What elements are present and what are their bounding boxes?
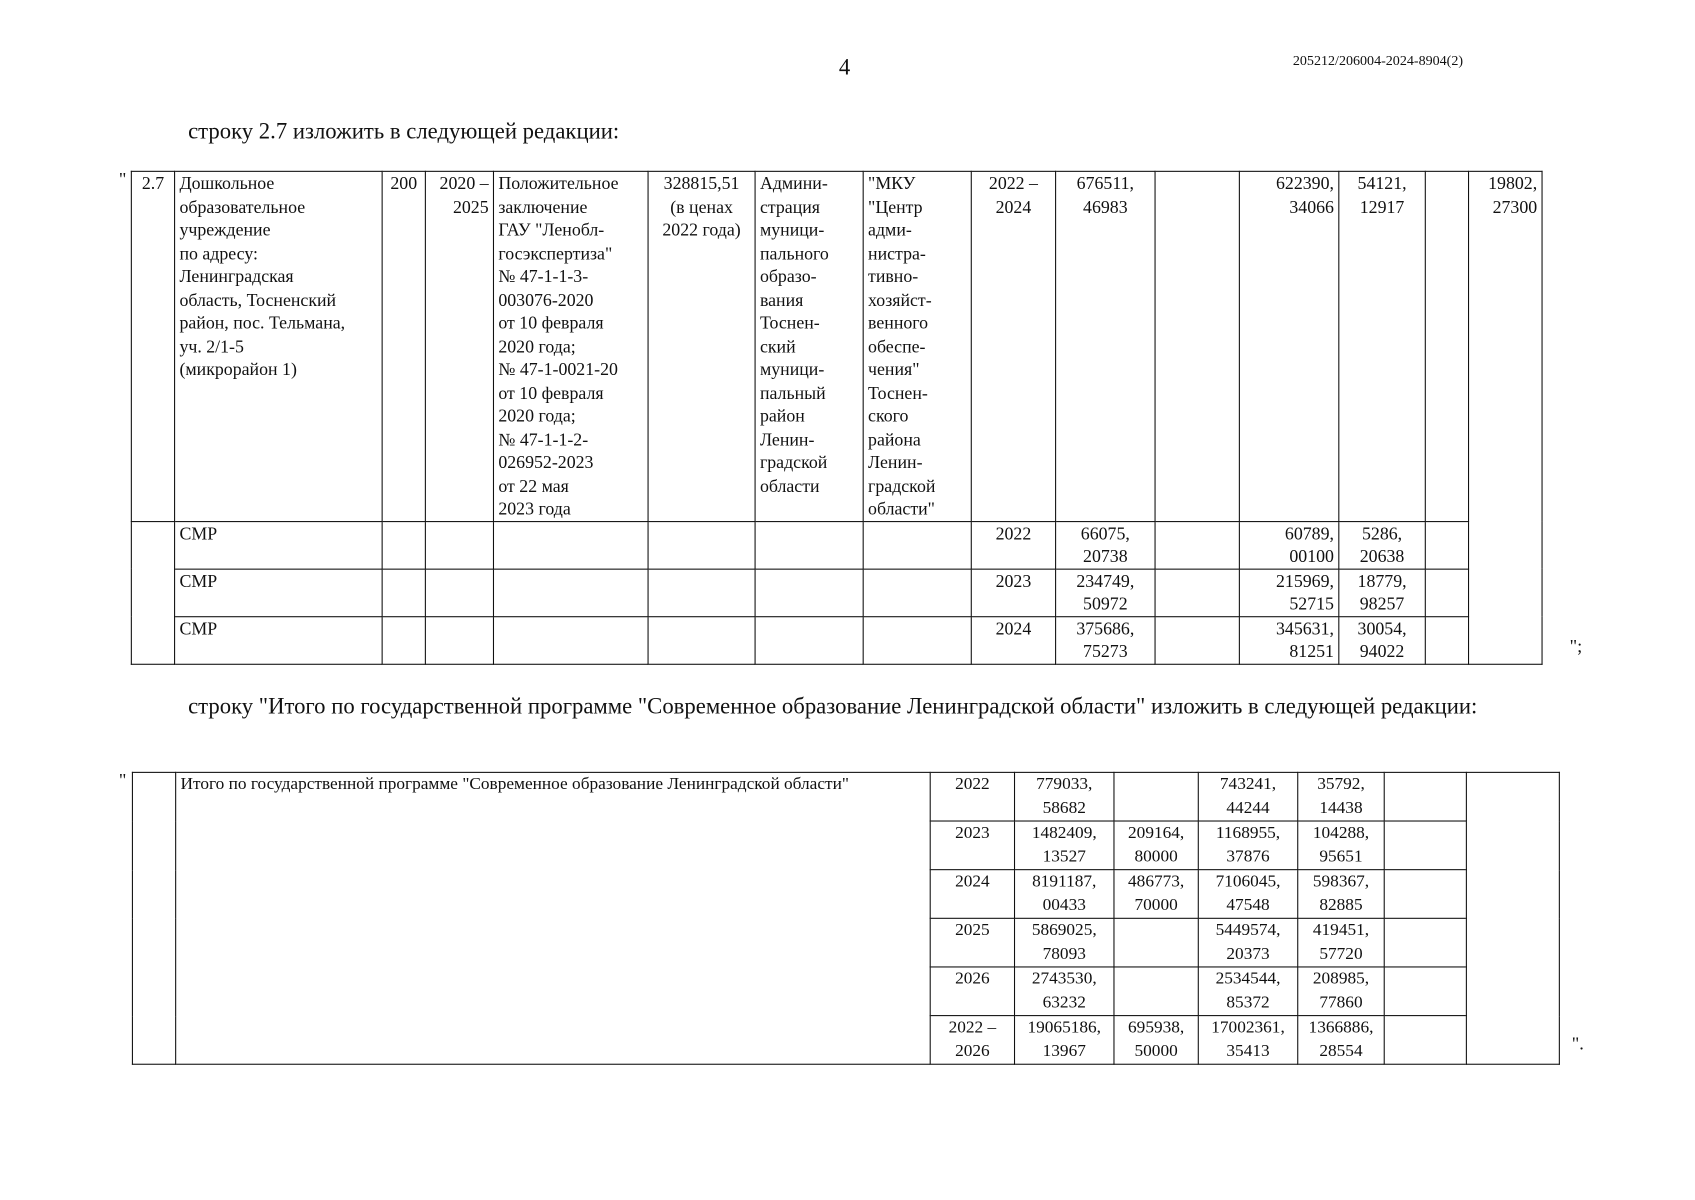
- empty-cell: [131, 521, 174, 664]
- year-cell: 2023: [930, 821, 1014, 870]
- total-cell: 5869025, 78093: [1015, 918, 1114, 967]
- other-cell: [1384, 870, 1466, 919]
- empty-cell: [648, 569, 755, 617]
- total-label-cell: Итого по государственной программе "Современное образование Ленинградской области": [176, 772, 931, 1064]
- table-row: [132, 772, 1559, 821]
- year-cell: 2022: [971, 521, 1055, 569]
- empty-cell: [425, 569, 493, 617]
- total-cell: 8191187, 00433: [1015, 870, 1114, 919]
- expertise-cell: Положительное заключение ГАУ "Ленобл- госэкспертиза" № 47-1-1-3- 003076-2020 от 10 февраля 2020 года; № 47-1-0021-20 от 10 февраля 2020 года; № 47-1-1-2- 026952-2023 от 22 мая 2023 года: [493, 171, 648, 521]
- table-row: [131, 616, 1542, 664]
- empty-cell: [493, 569, 648, 617]
- other-cell: [1384, 967, 1466, 1016]
- regional-cell: 622390, 34066: [1239, 171, 1338, 521]
- empty-cell: [1466, 772, 1559, 1064]
- empty-cell: [863, 569, 971, 617]
- total-cell: 375686, 75273: [1056, 616, 1155, 664]
- local-cell: 54121, 12917: [1339, 171, 1425, 521]
- local-cell: 598367, 82885: [1298, 870, 1384, 919]
- local-cell: 35792, 14438: [1298, 772, 1384, 821]
- capacity-cell: 200: [382, 171, 425, 521]
- instruction-heading-row-2-7: строку 2.7 изложить в следующей редакции:: [188, 117, 620, 144]
- row-number-cell: 2.7: [131, 171, 174, 521]
- other-cell: [1425, 616, 1468, 664]
- estimated-cost-cell: 328815,51 (в ценах 2022 года): [648, 171, 755, 521]
- other-cell: [1384, 821, 1466, 870]
- federal-cell: [1155, 569, 1239, 617]
- smr-label-cell: СМР: [175, 569, 383, 617]
- year-cell: 2022: [930, 772, 1014, 821]
- empty-cell: [755, 569, 863, 617]
- year-cell: 2026: [930, 967, 1014, 1016]
- empty-cell: [382, 616, 425, 664]
- local-cell: 18779, 98257: [1339, 569, 1425, 617]
- table-row: [131, 569, 1542, 617]
- table-row: [131, 521, 1542, 569]
- regional-cell: 743241, 44244: [1198, 772, 1297, 821]
- period-cell: 2020 – 2025: [425, 171, 493, 521]
- instruction-heading-total-row: [131, 692, 1554, 720]
- empty-cell: [425, 616, 493, 664]
- empty-cell: [863, 521, 971, 569]
- empty-cell: [863, 616, 971, 664]
- empty-cell: [382, 521, 425, 569]
- total-cell: 66075, 20738: [1056, 521, 1155, 569]
- regional-cell: 345631, 81251: [1239, 616, 1338, 664]
- local-cell: 208985, 77860: [1298, 967, 1384, 1016]
- object-name-cell: Дошкольное образовательное учреждение по адресу: Ленинградская область, Тосненский район, пос. Тельмана, уч. 2/1-5 (микрорайон 1): [175, 171, 383, 521]
- instruction-heading-text: строку "Итого по государственной программе "Современное образование Ленинградской области" изложить в следующей редакции:: [188, 692, 1478, 719]
- smr-label-cell: СМР: [175, 616, 383, 664]
- opening-quote-table2: ": [118, 769, 127, 791]
- empty-cell: [425, 521, 493, 569]
- empty-cell: [132, 772, 175, 1064]
- regional-cell: 215969, 52715: [1239, 569, 1338, 617]
- closing-quote-table1: ";: [1569, 635, 1583, 657]
- total-cell: 779033, 58682: [1015, 772, 1114, 821]
- other-cell: [1425, 521, 1468, 569]
- regional-cell: 7106045, 47548: [1198, 870, 1297, 919]
- customer-cell: Админи- страция муници- пального образо- вания Тоснен- ский муници- пальный район Ленин- градской области: [755, 171, 863, 521]
- total-cell: 19065186, 13967: [1015, 1016, 1114, 1065]
- regional-cell: 2534544, 85372: [1198, 967, 1297, 1016]
- regional-cell: 60789, 00100: [1239, 521, 1338, 569]
- total-cell: 234749, 50972: [1056, 569, 1155, 617]
- local-cell: 104288, 95651: [1298, 821, 1384, 870]
- empty-cell: [648, 616, 755, 664]
- empty-cell: [755, 616, 863, 664]
- federal-cell: [1114, 967, 1198, 1016]
- total-cell: 2743530, 63232: [1015, 967, 1114, 1016]
- local-cell: 419451, 57720: [1298, 918, 1384, 967]
- federal-cell: [1155, 616, 1239, 664]
- table-total: [132, 772, 1560, 1065]
- empty-cell: [493, 616, 648, 664]
- year-cell: 2022 – 2026: [930, 1016, 1014, 1065]
- other-cell: [1425, 569, 1468, 617]
- years-cell: 2022 – 2024: [971, 171, 1055, 521]
- regional-cell: 17002361, 35413: [1198, 1016, 1297, 1065]
- federal-cell: [1155, 521, 1239, 569]
- table-row: [131, 171, 1542, 521]
- total-cell: 676511, 46983: [1056, 171, 1155, 521]
- year-cell: 2023: [971, 569, 1055, 617]
- page-number: 4: [838, 54, 851, 80]
- other-cell: [1384, 772, 1466, 821]
- empty-cell: [755, 521, 863, 569]
- federal-cell: 209164, 80000: [1114, 821, 1198, 870]
- year-cell: 2025: [930, 918, 1014, 967]
- other-cell: [1425, 171, 1468, 521]
- federal-cell: [1114, 918, 1198, 967]
- executor-cell: "МКУ "Центр адми- нистра- тивно- хозяйст- венного обеспе- чения" Тоснен- ского района Ленин- градской области": [863, 171, 971, 521]
- document-number: 205212/206004-2024-8904(2): [1292, 51, 1464, 69]
- regional-cell: 5449574, 20373: [1198, 918, 1297, 967]
- empty-cell: [493, 521, 648, 569]
- federal-cell: [1155, 171, 1239, 521]
- local-cell: 1366886, 28554: [1298, 1016, 1384, 1065]
- federal-cell: 486773, 70000: [1114, 870, 1198, 919]
- federal-cell: [1114, 772, 1198, 821]
- total-cell: 1482409, 13527: [1015, 821, 1114, 870]
- year-cell: 2024: [971, 616, 1055, 664]
- other-cell: [1384, 918, 1466, 967]
- year-cell: 2024: [930, 870, 1014, 919]
- other-cell: [1384, 1016, 1466, 1065]
- local-cell: 30054, 94022: [1339, 616, 1425, 664]
- smr-label-cell: СМР: [175, 521, 383, 569]
- closing-quote-table2: ".: [1571, 1033, 1584, 1054]
- last-column-cell: 19802, 27300: [1469, 171, 1543, 663]
- local-cell: 5286, 20638: [1339, 521, 1425, 569]
- table-row-2-7: [131, 171, 1543, 664]
- opening-quote-table1: ": [118, 168, 127, 190]
- empty-cell: [382, 569, 425, 617]
- empty-cell: [648, 521, 755, 569]
- federal-cell: 695938, 50000: [1114, 1016, 1198, 1065]
- regional-cell: 1168955, 37876: [1198, 821, 1297, 870]
